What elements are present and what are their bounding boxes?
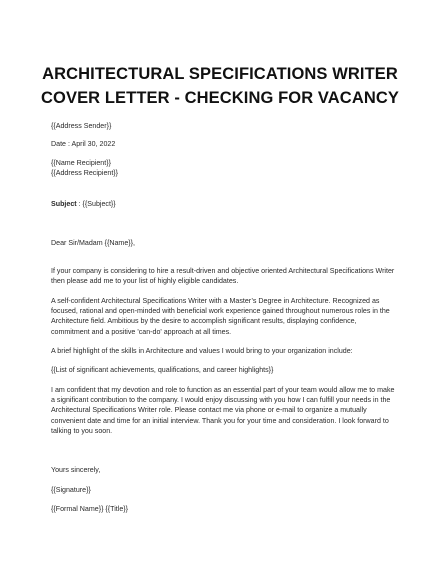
subject-label: Subject bbox=[51, 200, 77, 208]
salutation: Dear Sir/Madam {{Name}}, bbox=[51, 239, 135, 247]
address-recipient: {{Address Recipient}} bbox=[51, 169, 119, 177]
name-recipient: {{Name Recipient}} bbox=[51, 159, 111, 167]
paragraph-3: A brief highlight of the skills in Architecture and values I would bring to your organization include: bbox=[51, 347, 353, 355]
subject-line bbox=[51, 199, 396, 209]
signature-placeholder: {{Signature}} bbox=[51, 486, 91, 494]
title-line-1: ARCHITECTURAL SPECIFICATIONS WRITER bbox=[42, 65, 398, 83]
closing: Yours sincerely, bbox=[51, 466, 101, 474]
paragraph-2: A self-confident Architectural Specifications Writer with a Master’s Degree in Architecture. Recognized as focused, rational and open-minded with beneficial work experience gained throughout numerous roles in the Architecture field. Ambitious by the desire to accomplish significant results, displaying confidence, commitment and a positive 'can-do' approach at all times. bbox=[51, 297, 390, 336]
subject-value: : {{Subject}} bbox=[76, 200, 116, 208]
title-line-2: COVER LETTER - CHECKING FOR VACANCY bbox=[41, 89, 399, 107]
paragraph-1: If your company is considering to hire a result-driven and objective oriented Architectural Specifications Writer then please add me to your list of highly eligible candidates. bbox=[51, 267, 395, 286]
letter-title bbox=[30, 62, 410, 110]
letter-date: Date : April 30, 2022 bbox=[51, 140, 116, 148]
address-sender: {{Address Sender}} bbox=[51, 122, 112, 130]
achievements-placeholder: {{List of significant achievements, qualifications, and career highlights}} bbox=[51, 366, 274, 374]
formal-name-placeholder: {{Formal Name}} {{Title}} bbox=[51, 505, 129, 513]
paragraph-4: I am confident that my devotion and role to function as an essential part of your team would allow me to make a significant contribution to the company. I would enjoy discussing with you how I can fulfill your needs in the Architectural Specifications Writer role. Please contact me via phone or e-mail to organize a mutually convenient date and time for an initial interview. Thank you for your time and consideration. I look forward to talking to you soon. bbox=[51, 386, 395, 435]
